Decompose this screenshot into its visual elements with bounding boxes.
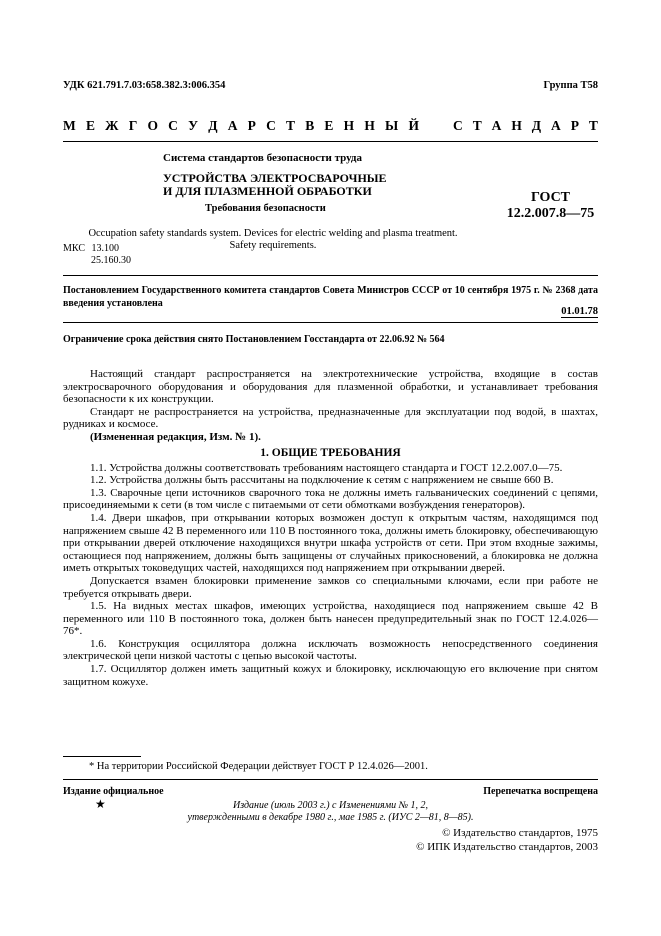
reprint-prohibited-label: Перепечатка воспрещена [483,786,598,797]
udc-code: УДК 621.791.7.03:658.382.3:006.354 [63,80,226,91]
clause-1-5: 1.5. На видных местах шкафов, имеющих устройства, находящиеся под напряжением свыше 42 В переменного или 110 В постоянного тока, должен быть нанесен предупредительный знак по ГОСТ 12.4.026—76*. [63,600,598,638]
banner-letter: С [168,118,178,133]
banner-letter: Е [85,118,95,133]
decree-rule [63,322,598,323]
copyright-line-2: © ИПК Издательство стандартов, 2003 [416,841,598,853]
clause-1-2: 1.2. Устройства должны быть рассчитаны на подключение к сетям с напряжением не свыше 660 В. [90,474,554,487]
banner-letter: Ы [385,118,399,133]
banner-letter: А [491,118,502,133]
banner-letter: У [188,118,199,133]
clause-1-1: 1.1. Устройства должны соответствовать требованиям настоящего стандарта и ГОСТ 12.2.007.0—75. [90,461,563,474]
document-body [63,368,598,688]
copyright [416,826,598,854]
section-heading: 1. ОБЩИЕ ТРЕБОВАНИЯ [260,446,401,459]
gost-label: ГОСТ [530,190,571,205]
system-name: Система стандартов безопасности труда [163,152,362,164]
copyright-line-1: © Издательство стандартов, 1975 [442,827,598,839]
edition-info [63,800,598,824]
gost-code: 12.2.007.8—75 [506,206,595,221]
clause-1-4: 1.4. Двери шкафов, при открывании которых возможен доступ к открытым частям, находящимся под напряжением свыше 42 В переменного или 110 В постоянного тока, должны иметь блокировку, обеспечивающую при открывании дверей отключение находящихся внутри шкафа устройств от сети. При этом входные зажимы, остающиеся под напряжением, должны быть защищены от случайных прикосновений, а блокировка не должна иметь открытых токоведущих частей, находящихся под напряжением при открывании дверей. [63,511,598,575]
banner-letter: Т [472,118,482,133]
banner-letter: Г [128,118,138,133]
banner-right [453,118,598,134]
banner-letter: В [305,118,315,133]
banner-rule [63,141,598,142]
banner-letter: С [266,118,276,133]
banner-letter: Т [286,118,296,133]
banner-letter: Н [364,118,375,133]
banner-letter: Е [324,118,334,133]
clause-1-7: 1.7. Осциллятор должен иметь защитный кожух и блокировку, исключающую его включение при снятом защитном кожухе. [63,663,598,688]
star-icon: ★ [95,797,106,811]
edition-info-line-2: утвержденными в декабре 1980 г., мае 1985 г. (ИУС 2—81, 8—85). [187,812,474,823]
english-title-line-1: Occupation safety standards system. Devices for electric welding and plasma treatment. [88,228,458,239]
introduction-date: 01.01.78 [561,306,598,317]
banner-letter: Т [588,118,598,133]
clause-1-3: 1.3. Сварочные цепи источников сварочного тока не должны иметь гальванических соединений с цепями, присоединяемыми к сети (в том числе с питаемыми от сети обмотками возбуждения генераторов). [63,486,598,512]
decree-text: Постановлением Государственного комитета стандартов Совета Министров СССР от 10 сентября 1975 г. № 2368 дата введения установлена [63,285,598,309]
mks-code-2: 25.160.30 [91,255,131,266]
clause-1-4-note: Допускается взамен блокировки применение замков со специальными ключами, если при работе не требуется открывать двери. [63,574,598,600]
banner-letter: Д [208,118,218,133]
banner-left [63,118,419,134]
official-edition-label: Издание официальное [63,786,164,797]
banner-letter: Р [570,118,579,133]
document-subtitle: Требования безопасности [205,203,326,214]
paragraph-intro-2: Стандарт не распространяется на устройства, предназначенные для эксплуатации под водой, в шахтах, рудниках и космосе. [63,405,598,431]
banner-letter: Н [511,118,522,133]
group-code: Группа Т58 [543,80,598,91]
mks-codes [63,243,131,267]
mks-code-1: 13.100 [91,243,119,254]
header-rule [63,275,598,276]
title-line-2: И ДЛЯ ПЛАЗМЕННОЙ ОБРАБОТКИ [163,184,372,198]
banner-letter: А [551,118,561,133]
document-title [163,172,387,198]
banner-letter: Ж [105,118,119,133]
english-title-line-2: Safety requirements. [229,240,317,251]
footnote-separator [63,756,141,757]
interstate-standard-banner [63,118,598,134]
banner-letter: Р [247,118,256,133]
edition-info-line-1: Издание (июль 2003 г.) с Изменениями № 1, 2, [232,800,429,811]
footer-rule [63,779,598,780]
banner-letter: М [63,118,76,133]
clause-1-6: 1.6. Конструкция осциллятора должна исключать возможность непосредственного соединения электрической цепи низкой частоты с цепью высокой частоты. [63,637,598,663]
mks-label: МКС [63,243,85,254]
banner-letter: А [227,118,238,133]
banner-letter: Д [531,118,542,133]
banner-letter: Н [343,118,355,133]
title-line-1: УСТРОЙСТВА ЭЛЕКТРОСВАРОЧНЫЕ [163,171,387,185]
limitation-note: Ограничение срока действия снято Постановлением Госстандарта от 22.06.92 № 564 [63,334,445,345]
gost-number [498,190,603,222]
footnote: * На территории Российской Федерации действует ГОСТ Р 12.4.026—2001. [89,761,428,772]
amendment-note: (Измененная редакция, Изм. № 1). [90,430,261,443]
banner-letter: С [453,118,463,133]
paragraph-intro-1: Настоящий стандарт распространяется на электротехнические устройства, входящие в состав электросварочного оборудования и оборудования для плазменной обработки, и устанавливает требования безопасности к их конструкции. [63,368,598,406]
banner-letter: О [147,118,158,133]
banner-letter: Й [408,118,419,133]
